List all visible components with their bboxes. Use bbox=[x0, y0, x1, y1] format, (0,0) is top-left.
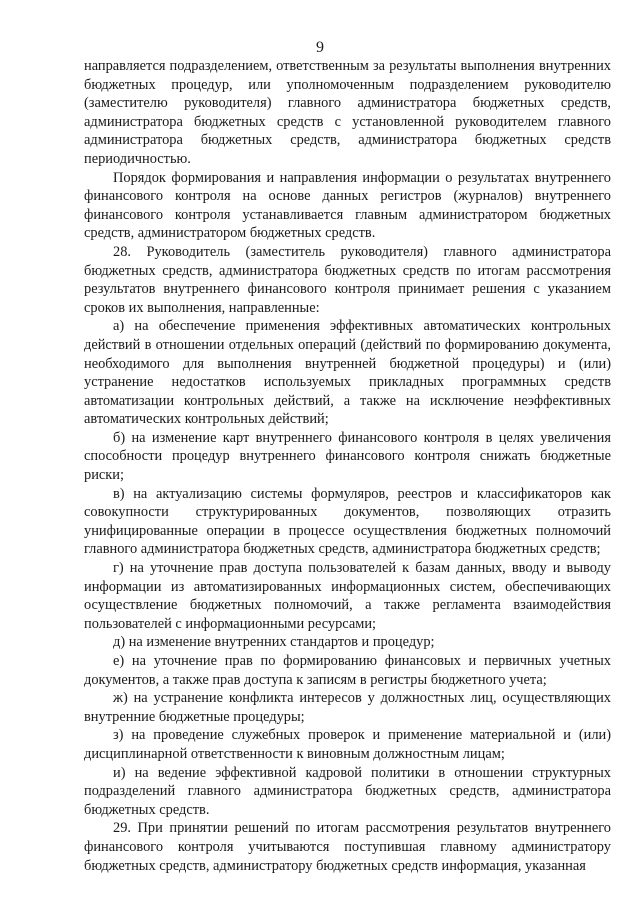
paragraph-item-28-d: д) на изменение внутренних стандартов и процедур; bbox=[113, 634, 435, 651]
paragraph-item-29: 29. При принятии решений по итогам рассмотрения результатов внутреннего финансового контроля учитываются поступившая главному администратору бюджетных средств, администратору бюджетных средств информация, указанная bbox=[84, 820, 611, 874]
paragraph-item-28-i: и) на ведение эффективной кадровой политики в отношении структурных подразделений главного администратора бюджетных средств, администратора бюджетных средств. bbox=[84, 764, 611, 818]
paragraph-item-28-v: в) на актуализацию системы формуляров, реестров и классификаторов как совокупности структурированных документов, позволяющих отразить унифицированные операции в процессе осуществления бюджетных полномочий главного администратора бюджетных средств, администратора бюджетных средств; bbox=[84, 485, 611, 558]
page-number: 9 bbox=[316, 39, 324, 56]
paragraph-continuation: направляется подразделением, ответственным за результаты выполнения внутренних бюджетных процедур, или уполномоченным подразделением руководителю (заместителю руководителя) главного администратора бюджетных средств, администратора бюджетных средств с установленной руководителем главного администратора бюджетных средств, администратора бюджетных средств периодичностью. bbox=[84, 58, 611, 167]
paragraph-item-28: 28. Руководитель (заместитель руководителя) главного администратора бюджетных средств, администратора бюджетных средств по итогам рассмотрения результатов внутреннего финансового контроля принимает решения с указанием сроков их выполнения, направленные: bbox=[84, 243, 611, 316]
paragraph-item-28-e: е) на уточнение прав по формированию финансовых и первичных учетных документов, а также прав доступа к записям в регистры бюджетного учета; bbox=[84, 653, 611, 688]
paragraph-item-28-a: а) на обеспечение применения эффективных автоматических контрольных действий в отношении отдельных операций (действий по формированию документа, необходимого для выполнения внутренней бюджетной процедуры) и (или) устранение недостатков используемых прикладных программных средств автоматизации контрольных действий, а также на исключение неэффективных автоматических контрольных действий; bbox=[84, 318, 611, 428]
paragraph-item-28-g: г) на уточнение прав доступа пользователей к базам данных, вводу и выводу информации из автоматизированных информационных систем, обеспечивающих осуществление бюджетных полномочий, а также регламента взаимодействия пользователей с информационными ресурсами; bbox=[84, 560, 611, 632]
paragraph-reporting-procedure: Порядок формирования и направления информации о результатах внутреннего финансового контроля на основе данных регистров (журналов) внутреннего финансового контроля устанавливается главным администратором бюджетных средств, администратором бюджетных средств. bbox=[84, 169, 611, 242]
paragraph-item-28-b: б) на изменение карт внутреннего финансового контроля в целях увеличения способности процедур внутреннего финансового контроля снижать бюджетные риски; bbox=[84, 429, 611, 484]
document-body bbox=[84, 57, 611, 875]
paragraph-item-28-zh: ж) на устранение конфликта интересов у должностных лиц, осуществляющих внутренние бюджетные процедуры; bbox=[84, 690, 611, 725]
paragraph-item-28-z: з) на проведение служебных проверок и применение материальной и (или) дисциплинарной ответственности к виновным должностным лицам; bbox=[84, 727, 611, 762]
